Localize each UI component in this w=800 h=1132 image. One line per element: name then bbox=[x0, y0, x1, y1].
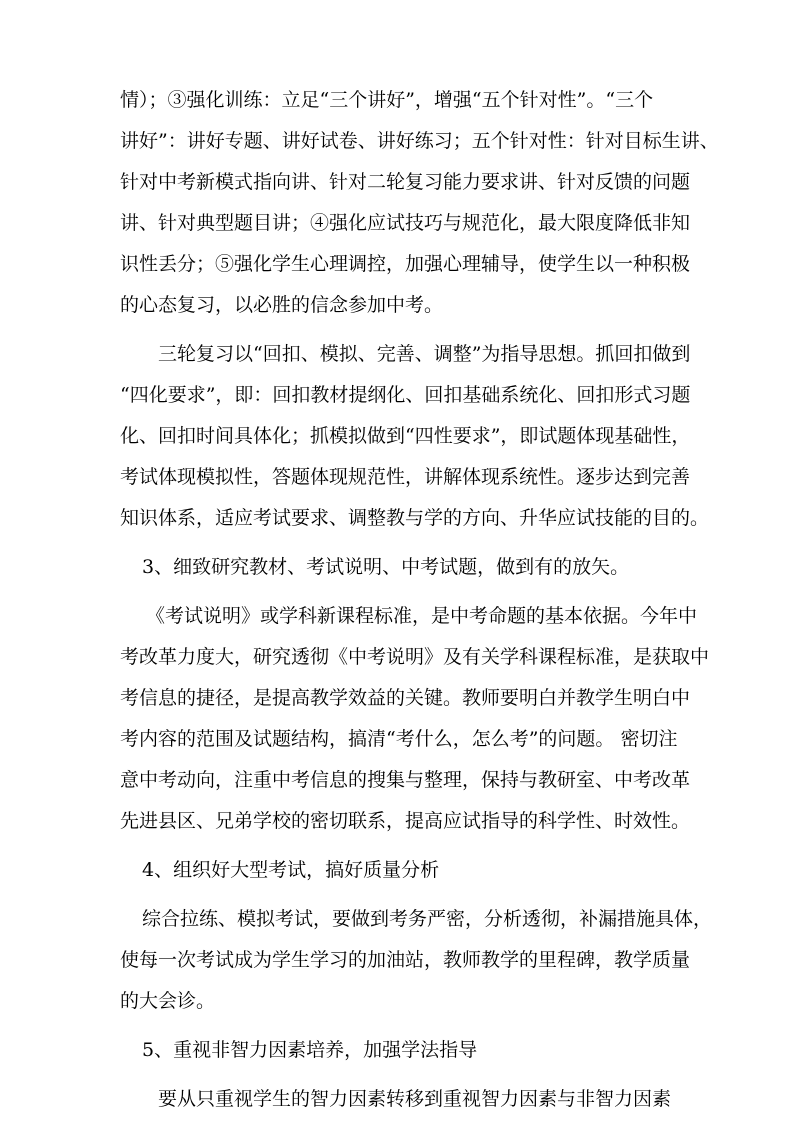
paragraph-exam-guidelines bbox=[120, 596, 710, 842]
paragraph-non-intellectual-factors bbox=[120, 1079, 688, 1120]
text-line: 的心态复习，以必胜的信念参加中考。 bbox=[120, 294, 444, 316]
text-line: 化、回扣时间具体化；抓模拟做到“四性要求”，即试题体现基础性， bbox=[120, 425, 691, 447]
text-line: 考试体现模拟性，答题体现规范性，讲解体现系统性。逐步达到完善 bbox=[120, 466, 691, 488]
text-line: 考信息的捷径，是提高教学效益的关键。教师要明白并教学生明白中 bbox=[120, 687, 691, 709]
document-page bbox=[120, 80, 719, 1120]
text-line: 讲、针对典型题目讲；④强化应试技巧与规范化，最大限度降低非知 bbox=[120, 212, 691, 234]
text-line: 《考试说明》或学科新课程标准，是中考命题的基本依据。今年中 bbox=[146, 605, 698, 627]
section-heading-3: 3、细致研究教材、考试说明、中考试题，做到有的放矢。 bbox=[142, 556, 630, 578]
text-line: 识性丢分；⑤强化学生心理调控，加强心理辅导，使学生以一种积极 bbox=[120, 253, 691, 275]
text-line: 知识体系，适应考试要求、调整教与学的方向、升华应试技能的目的。 bbox=[120, 507, 710, 529]
paragraph-mock-exams bbox=[120, 899, 713, 1022]
text-line: 考改革力度大，研究透彻《中考说明》及有关学科课程标准，是获取中 bbox=[120, 646, 710, 668]
paragraph-continuation bbox=[120, 80, 719, 326]
text-line: 意中考动向，注重中考信息的搜集与整理，保持与教研室、中考改革 bbox=[120, 769, 691, 791]
text-line: 讲好”：讲好专题、讲好试卷、讲好练习；五个针对性：针对目标生讲、 bbox=[120, 130, 719, 152]
text-line: 使每一次考试成为学生学习的加油站，教师教学的里程碑，教学质量 bbox=[120, 949, 691, 971]
text-line: “四化要求”，即：回扣教材提纲化、回扣基础系统化、回扣形式习题 bbox=[120, 384, 691, 406]
text-line: 考内容的范围及试题结构，搞清“考什么，怎么考”的问题。 密切注 bbox=[120, 728, 678, 750]
text-line: 针对中考新模式指向讲、针对二轮复习能力要求讲、针对反馈的问题 bbox=[120, 171, 691, 193]
text-line: 的大会诊。 bbox=[120, 990, 216, 1012]
text-line: 要从只重视学生的智力因素转移到重视智力因素与非智力因素 bbox=[158, 1088, 672, 1110]
text-line: 综合拉练、模拟考试，要做到考务严密，分析透彻，补漏措施具体， bbox=[142, 908, 713, 930]
section-heading-5: 5、重视非智力因素培养，加强学法指导 bbox=[142, 1039, 478, 1061]
section-heading-4: 4、组织好大型考试，搞好质量分析 bbox=[142, 859, 440, 881]
text-line: 先进县区、兄弟学校的密切联系，提高应试指导的科学性、时效性。 bbox=[120, 810, 691, 832]
paragraph-third-round-review bbox=[120, 334, 710, 539]
text-line: 情）；③强化训练：立足“三个讲好”，增强“五个针对性”。“三个 bbox=[120, 89, 654, 111]
text-line: 三轮复习以“回扣、模拟、完善、调整”为指导思想。抓回扣做到 bbox=[158, 343, 691, 365]
